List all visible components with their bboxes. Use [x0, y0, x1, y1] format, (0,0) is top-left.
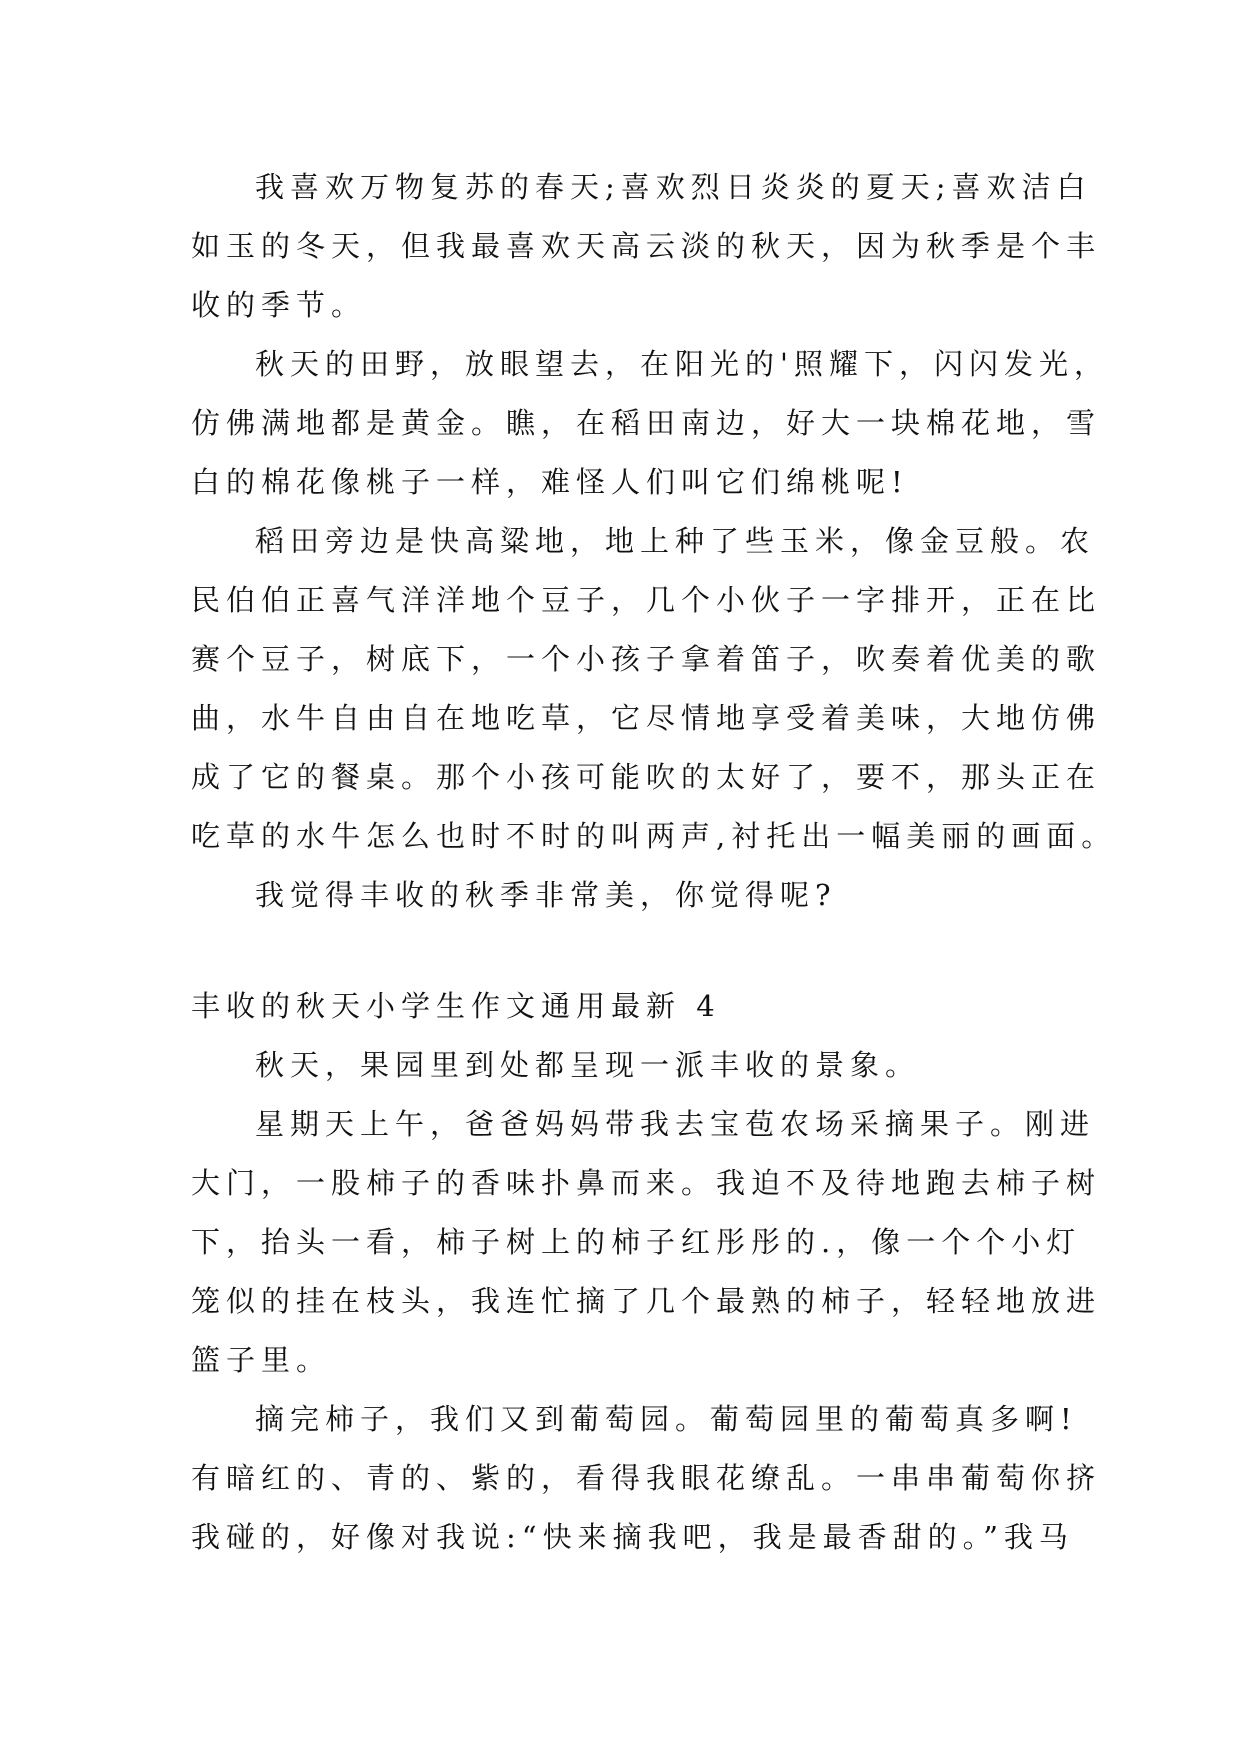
- paragraph-line: 摘完柿子，我们又到葡萄园。葡萄园里的葡萄真多啊!: [255, 1402, 1078, 1436]
- paragraph-line: 秋天，果园里到处都呈现一派丰收的景象。: [255, 1048, 921, 1082]
- paragraph-line: 白的棉花像桃子一样，难怪人们叫它们绵桃呢!: [191, 465, 909, 499]
- paragraph-line: 仿佛满地都是黄金。瞧，在稻田南边，好大一块棉花地，雪: [191, 406, 1102, 440]
- paragraph-line: 如玉的冬天，但我最喜欢天高云淡的秋天，因为秋季是个丰: [191, 229, 1102, 263]
- paragraph-line: 我觉得丰收的秋季非常美，你觉得呢?: [255, 878, 837, 912]
- paragraph-line: 稻田旁边是快高粱地，地上种了些玉米，像金豆般。农: [255, 524, 1096, 558]
- paragraph-line: 有暗红的、青的、紫的，看得我眼花缭乱。一串串葡萄你挤: [191, 1461, 1102, 1495]
- paragraph-line: 星期天上午，爸爸妈妈带我去宝苞农场采摘果子。刚进: [255, 1107, 1096, 1141]
- paragraph-line: 篮子里。: [191, 1343, 332, 1377]
- essay-body-section-1: [191, 158, 1117, 925]
- paragraph-line: 赛个豆子，树底下，一个小孩子拿着笛子，吹奏着优美的歌: [191, 642, 1102, 676]
- paragraph-line: 大门，一股柿子的香味扑鼻而来。我迫不及待地跑去柿子树: [191, 1166, 1102, 1200]
- paragraph-line: 成了它的餐桌。那个小孩可能吹的太好了，要不，那头正在: [191, 760, 1102, 794]
- paragraph-line: 笼似的挂在枝头，我连忙摘了几个最熟的柿子，轻轻地放进: [191, 1284, 1102, 1318]
- essay-body-section-2: [191, 977, 1102, 1567]
- paragraph-line: 收的季节。: [191, 288, 367, 322]
- paragraph-line: 我喜欢万物复苏的春天;喜欢烈日炎炎的夏天;喜欢洁白: [255, 170, 1092, 204]
- paragraph-line: 民伯伯正喜气洋洋地个豆子，几个小伙子一字排开，正在比: [191, 583, 1102, 617]
- paragraph-line: 下，抬头一看，柿子树上的柿子红彤彤的.，像一个个小灯: [191, 1225, 1082, 1259]
- paragraph-line: 我碰的，好像对我说:“快来摘我吧，我是最香甜的。”我马: [191, 1520, 1074, 1554]
- paragraph-line: 曲，水牛自由自在地吃草，它尽情地享受着美味，大地仿佛: [191, 701, 1102, 735]
- paragraph-line: 秋天的田野，放眼望去，在阳光的'照耀下，闪闪发光，: [255, 347, 1109, 381]
- paragraph-line: 吃草的水牛怎么也时不时的叫两声,衬托出一幅美丽的画面。: [191, 819, 1117, 853]
- section-heading: 丰收的秋天小学生作文通用最新 4: [191, 989, 721, 1023]
